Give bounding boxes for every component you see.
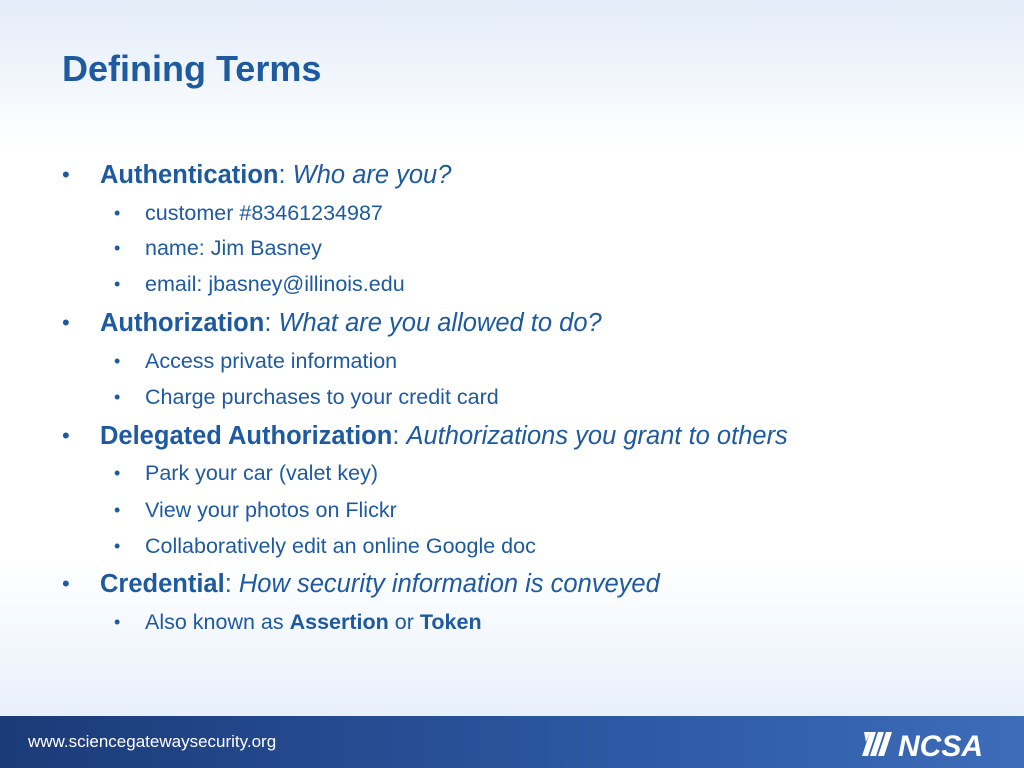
ncsa-logo	[862, 728, 1010, 760]
bullet-description: Who are you?	[292, 161, 452, 189]
assertion-term: Assertion	[289, 610, 389, 634]
bullet-term: Delegated Authorization	[100, 422, 393, 450]
sub-bullet: • name: Jim Basney	[145, 233, 322, 263]
slide-title: Defining Terms	[62, 48, 322, 89]
sub-bullet: • Charge purchases to your credit card	[145, 382, 499, 412]
bullet-separator: :	[224, 570, 239, 598]
bullet-description: What are you allowed to do?	[278, 309, 602, 337]
bullet-authentication	[100, 157, 451, 193]
bullet-description: Authorizations you grant to others	[406, 422, 788, 450]
bullet-term: Authorization	[100, 309, 265, 337]
ncsa-logo-text: NCSA	[898, 730, 984, 760]
bullet-separator: :	[264, 309, 279, 337]
sub-bullet-text: Also known as	[145, 610, 290, 634]
bullet-description: How security information is conveyed	[238, 570, 660, 598]
bullet-delegated-authorization	[100, 418, 788, 454]
footer-url-link[interactable]: www.sciencegatewaysecurity.org	[28, 732, 277, 751]
sub-bullet	[145, 607, 482, 637]
sub-bullet: • Access private information	[145, 346, 397, 376]
sub-bullet: • View your photos on Flickr	[145, 495, 397, 525]
bullet-term: Credential	[100, 570, 225, 598]
bullet-separator: :	[278, 161, 293, 189]
bullet-credential	[100, 566, 660, 602]
token-term: Token	[419, 610, 482, 634]
ncsa-logo-icon	[862, 732, 892, 756]
sub-bullet-text: or	[388, 610, 420, 634]
sub-bullet: • customer #83461234987	[145, 198, 383, 228]
sub-bullet: • Collaboratively edit an online Google doc	[145, 531, 536, 561]
sub-bullet: • email: jbasney@illinois.edu	[145, 269, 405, 299]
bullet-authorization	[100, 305, 602, 341]
bullet-separator: :	[392, 422, 407, 450]
bullet-term: Authentication	[100, 161, 279, 189]
sub-bullet: • Park your car (valet key)	[145, 458, 378, 488]
